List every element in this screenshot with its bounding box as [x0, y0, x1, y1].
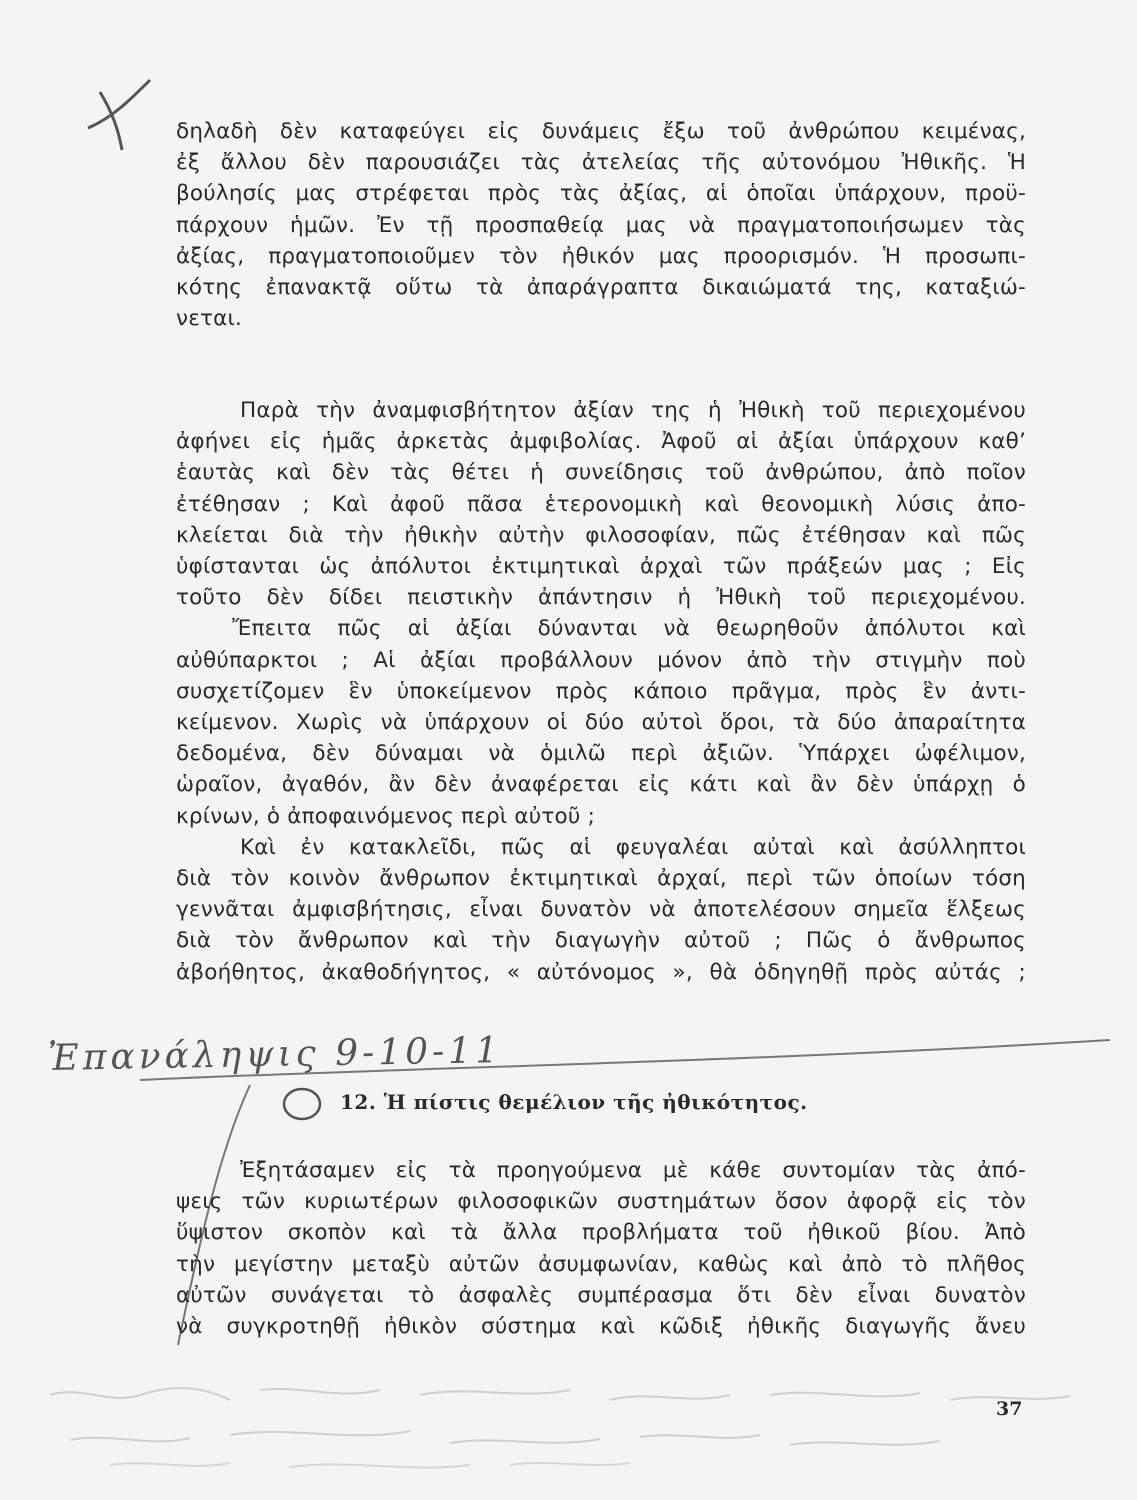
- text-line: ἐτέθησαν ; Καὶ ἀφοῦ πᾶσα ἑτερονομικὴ καὶ θεονομικὴ λύσις ἀπο-: [176, 491, 1026, 517]
- text-line: Ἔπειτα πῶς αἱ ἀξίαι δύνανται νὰ θεωρηθοῦν ἀπόλυτοι καὶ: [232, 616, 1026, 642]
- text-line: ὡραῖον, ἀγαθόν, ἂν δὲν ἀναφέρεται εἰς κάτι καὶ ἂν δὲν ὑπάρχῃ ὁ: [176, 772, 1026, 798]
- text-line: διὰ τὸν ἄνθρωπον καὶ τὴν διαγωγὴν αὐτοῦ ; Πῶς ὁ ἄνθρωπος: [176, 928, 1026, 954]
- text-line: αὐτῶν συνάγεται τὸ ἀσφαλὲς συμπέρασμα ὅτι δὲν εἶναι δυνατὸν: [176, 1282, 1026, 1308]
- text-line: ὑφίστανται ὡς ἀπόλυτοι ἐκτιμητικαὶ ἀρχαὶ τῶν πράξεών μας ; Εἰς: [176, 554, 1026, 580]
- text-line: γεννᾶται ἀμφισβήτησις, εἶναι δυνατὸν νὰ ἀποτελέσουν σημεῖα ἕλξεως: [176, 897, 1026, 923]
- faded-handwriting: [30, 1365, 1110, 1475]
- text-line: συσχετίζομεν ἓν ὑποκείμενον πρὸς κάποιο πρᾶγμα, πρὸς ἓν ἀντι-: [176, 678, 1026, 704]
- text-line: πάρχουν ἡμῶν. Ἐν τῇ προσπαθείᾳ μας νὰ πραγματοποιήσωμεν τὰς: [176, 212, 1026, 238]
- text-line: αὐθύπαρκτοι ; Αἱ ἀξίαι προβάλλουν μόνον ἀπὸ τὴν στιγμὴν ποὺ: [176, 647, 1026, 673]
- text-line: νεται.: [176, 306, 243, 332]
- pencil-x-stroke-2: [88, 80, 150, 128]
- text-line: Καὶ ἐν κατακλεῖδι, πῶς αἱ φευγαλέαι αὐταὶ καὶ ἀσύλληπτοι: [240, 834, 1026, 860]
- text-line: κρίνων, ὁ ἀποφαινόμενος περὶ αὐτοῦ ;: [176, 803, 596, 829]
- text-line: ἀβοήθητος, ἀκαθοδήγητος, « αὐτόνομος », θὰ ὁδηγηθῇ πρὸς αὐτάς ;: [176, 959, 1026, 985]
- pencil-circle-icon: [284, 1089, 320, 1119]
- text-line: Ἐξητάσαμεν εἰς τὰ προηγούμενα μὲ κάθε συντομίαν τὰς ἀπό-: [240, 1158, 1026, 1183]
- text-line: κλείεται διὰ τὴν ἠθικὴν αὐτὴν φιλοσοφίαν, πῶς ἐτέθησαν καὶ πῶς: [176, 522, 1026, 548]
- text-line: ὕψιστον σκοπὸν καὶ τὰ ἄλλα προβλήματα τοῦ ἠθικοῦ βίου. Ἀπὸ: [176, 1220, 1026, 1246]
- text-line: νὰ συγκροτηθῇ ἠθικὸν σύστημα καὶ κῶδιξ ἠθικῆς διαγωγῆς ἄνευ: [176, 1314, 1026, 1340]
- paragraph-2: [176, 395, 1026, 988]
- text-line: ἑαυτὰς καὶ δὲν τὰς θέτει ἡ συνείδησις τοῦ ἀνθρώπου, ἀπὸ ποῖον: [176, 460, 1026, 486]
- text-line: ψεις τῶν κυριωτέρων φιλοσοφικῶν συστημάτων ὅσον ἀφορᾷ εἰς τὸν: [176, 1189, 1026, 1215]
- page-number: 37: [996, 1398, 1023, 1420]
- text-line: Παρὰ τὴν ἀναμφισβήτητον ἀξίαν της ἡ Ἠθικὴ τοῦ περιεχομένου: [240, 398, 1026, 423]
- text-line: βούλησίς μας στρέφεται πρὸς τὰς ἀξίας, αἱ ὁποῖαι ὑπάρχουν, προϋ-: [176, 181, 1026, 207]
- text-line: ἀφήνει εἰς ἡμᾶς ἀρκετὰς ἀμφιβολίας. Ἀφοῦ αἱ ἀξίαι ὑπάρχουν καθ’: [176, 429, 1026, 455]
- paragraph-1: [176, 116, 1026, 334]
- handwritten-note: Ἐπανάληψις 9-10-11: [47, 1030, 503, 1079]
- text-line: δηλαδὴ δὲν καταφεύγει εἰς δυνάμεις ἔξω τοῦ ἀνθρώπου κειμένας,: [176, 119, 1026, 144]
- text-line: τοῦτο δὲν δίδει πειστικὴν ἀπάντησιν ἡ Ἠθικὴ τοῦ περιεχομένου.: [176, 585, 1026, 611]
- text-line: δεδομένα, δὲν δύναμαι νὰ ὁμιλῶ περὶ ἀξιῶν. Ὑπάρχει ὠφέλιμον,: [176, 741, 1026, 767]
- section-heading: 12. Ἡ πίστις θεμέλιον τῆς ἠθικότητος.: [340, 1090, 808, 1114]
- text-line: διὰ τὸν κοινὸν ἄνθρωπον ἐκτιμητικαὶ ἀρχαί, περὶ τῶν ὁποίων τόση: [176, 866, 1026, 892]
- text-line: κείμενον. Χωρὶς νὰ ὑπάρχουν οἱ δύο αὐτοὶ ὅροι, τὰ δύο ἀπαραίτητα: [176, 710, 1026, 736]
- text-line: ἀξίας, πραγματοποιοῦμεν τὸν ἠθικόν μας προορισμόν. Ἡ προσωπι-: [176, 243, 1026, 269]
- text-line: τὴν μεγίστην μεταξὺ αὐτῶν ἀσυμφωνίαν, καθὼς καὶ ἀπὸ τὸ πλῆθος: [176, 1251, 1026, 1277]
- faded-scribble-icon: [30, 1365, 1110, 1475]
- paragraph-3: [176, 1155, 1026, 1342]
- text-line: ἐξ ἄλλου δὲν παρουσιάζει τὰς ἀτελείας τῆς αὐτονόμου Ἠθικῆς. Ἡ: [176, 150, 1026, 176]
- text-line: κότης ἐπανακτᾷ οὕτω τὰ ἀπαράγραπτα δικαιώματά της, καταξιώ-: [176, 275, 1026, 301]
